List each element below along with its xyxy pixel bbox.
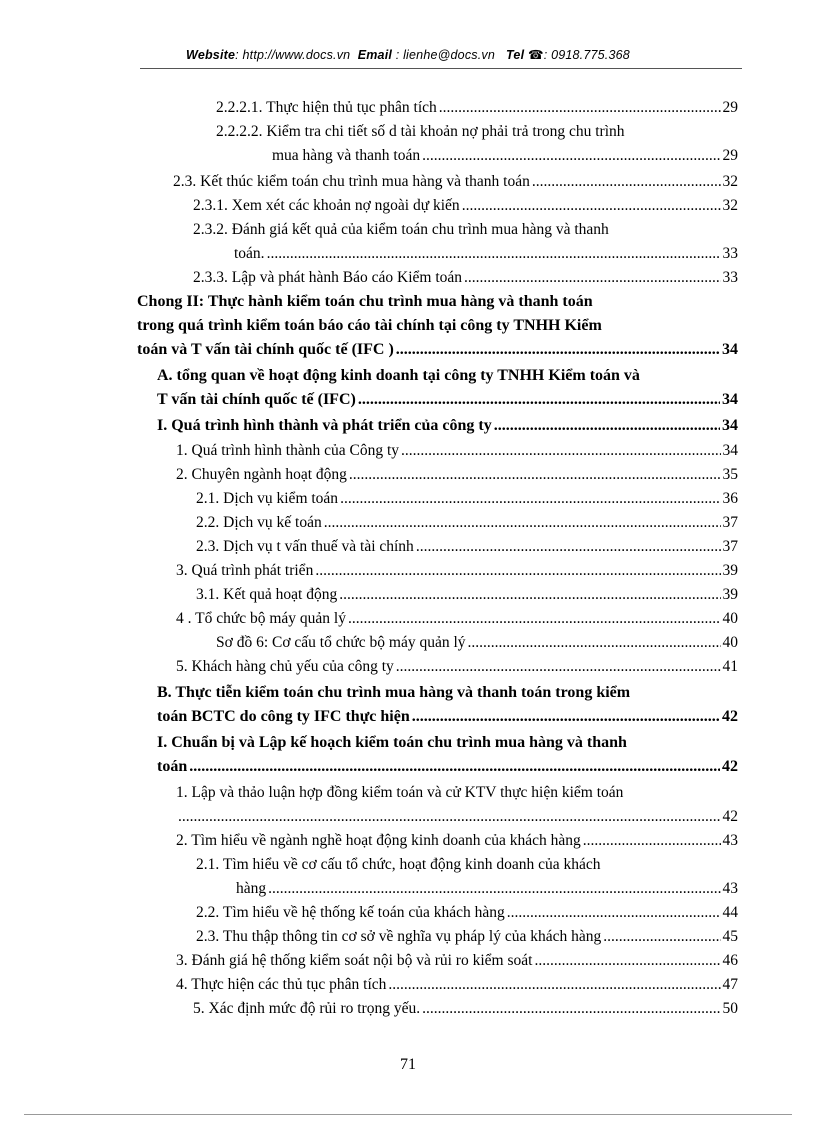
toc-page: 41: [722, 658, 738, 675]
toc-page: 34: [722, 442, 738, 459]
toc-entry[interactable]: 2. Chuyên ngành hoạt động ..... 35: [176, 463, 738, 487]
toc-page: 32: [722, 173, 738, 190]
tel-value: : 0918.775.368: [543, 48, 630, 62]
toc-page: 50: [722, 1000, 738, 1017]
toc-page: 33: [722, 269, 738, 286]
toc-page: 34: [722, 391, 738, 408]
website-value[interactable]: : http://www.docs.vn: [235, 48, 351, 62]
toc-page: 33: [722, 245, 738, 262]
section-heading[interactable]: I. Quá trình hình thành và phát triển của công ty ..... 34: [157, 414, 738, 438]
toc-entry[interactable]: 2. Tìm hiểu về ngành nghề hoạt động kinh doanh của khách hàng ..... 43: [176, 829, 738, 853]
tel-label: Tel: [506, 48, 525, 62]
toc-page: 29: [722, 147, 738, 164]
section-heading[interactable]: toán BCTC do công ty IFC thực hiện ..... 42: [157, 705, 738, 729]
toc-page: 43: [722, 832, 738, 849]
section-heading-line[interactable]: B. Thực tiễn kiểm toán chu trình mua hàng và thanh toán trong kiểm: [157, 684, 631, 701]
toc-page: 37: [722, 514, 738, 531]
website-label: Website: [186, 48, 236, 62]
toc-entry[interactable]: 3. Đánh giá hệ thống kiểm soát nội bộ và rủi ro kiểm soát ..... 46: [176, 949, 738, 973]
toc-page: 29: [722, 99, 738, 116]
toc-entry[interactable]: 2.3. Thu thập thông tin cơ sở về nghĩa vụ pháp lý của khách hàng ..... 45: [196, 925, 738, 949]
toc-entry-line[interactable]: 2.3.2. Đánh giá kết quả của kiểm toán chu trình mua hàng và thanh: [193, 221, 609, 238]
toc-entry-line[interactable]: 2.2.2.2. Kiểm tra chi tiết số d tài khoản nợ phải trả trong chu trình: [216, 123, 625, 140]
toc-entry[interactable]: 4. Thực hiện các thủ tục phân tích ..... 47: [176, 973, 738, 997]
toc-page: 36: [722, 490, 738, 507]
section-heading-line[interactable]: A. tổng quan về hoạt động kinh doanh tại công ty TNHH Kiểm toán và: [157, 367, 640, 384]
toc-entry[interactable]: 2.2. Dịch vụ kế toán ..... 37: [196, 511, 738, 535]
footer-divider: [24, 1114, 792, 1115]
toc-entry[interactable]: 2.2. Tìm hiểu về hệ thống kế toán của khách hàng ..... 44: [196, 901, 738, 925]
toc-entry[interactable]: 3. Quá trình phát triển ..... 39: [176, 559, 738, 583]
phone-icon: ☎: [527, 48, 544, 62]
toc-page: 37: [722, 538, 738, 555]
toc-entry[interactable]: 4 . Tổ chức bộ máy quản lý ..... 40: [176, 607, 738, 631]
toc-page: 34: [722, 417, 738, 434]
toc-entry-line[interactable]: 2.1. Tìm hiểu về cơ cấu tổ chức, hoạt động kinh doanh của khách: [196, 856, 601, 873]
toc-page: 45: [722, 928, 738, 945]
toc-entry[interactable]: 5. Xác định mức độ rủi ro trọng yếu. ..... 50: [193, 997, 738, 1021]
toc-page: 42: [722, 758, 738, 775]
toc-entry[interactable]: 2.3.1. Xem xét các khoản nợ ngoài dự kiến ..... 32: [193, 194, 738, 218]
toc-entry[interactable]: [176, 805, 738, 829]
toc-page: 32: [722, 197, 738, 214]
toc-page: 34: [722, 341, 738, 358]
toc-entry[interactable]: 1. Quá trình hình thành của Công ty ..... 34: [176, 439, 738, 463]
email-label: Email: [357, 48, 393, 62]
toc-entry[interactable]: 2.3. Kết thúc kiểm toán chu trình mua hàng và thanh toán ..... 32: [173, 170, 738, 194]
section-heading[interactable]: toán ..... 42: [157, 755, 738, 779]
email-value[interactable]: : lienhe@docs.vn: [395, 48, 496, 62]
page-header: [0, 47, 816, 62]
toc-page: 46: [722, 952, 738, 969]
toc-entry[interactable]: toán. ..... 33: [234, 242, 738, 266]
toc-page: 42: [722, 708, 738, 725]
section-heading[interactable]: T vấn tài chính quốc tế (IFC) ..... 34: [157, 388, 738, 412]
toc-page: 44: [722, 904, 738, 921]
section-heading-line[interactable]: I. Chuẩn bị và Lập kế hoạch kiểm toán chu trình mua hàng và thanh: [157, 734, 627, 751]
toc-entry-line[interactable]: 1. Lập và thảo luận hợp đồng kiểm toán và cử KTV thực hiện kiểm toán: [176, 784, 624, 801]
toc-page: 40: [722, 610, 738, 627]
page-number: 71: [400, 1056, 416, 1073]
toc-page: 35: [722, 466, 738, 483]
toc-page: 42: [722, 808, 738, 825]
toc-page: 47: [722, 976, 738, 993]
toc-entry[interactable]: 3.1. Kết quả hoạt động ..... 39: [196, 583, 738, 607]
toc-entry[interactable]: 2.3.3. Lập và phát hành Báo cáo Kiểm toán ..... 33: [193, 266, 738, 290]
toc-entry[interactable]: Sơ đồ 6: Cơ cấu tổ chức bộ máy quản lý ..... 40: [216, 631, 738, 655]
toc-page: 39: [722, 562, 738, 579]
toc-page: 39: [722, 586, 738, 603]
table-of-contents: [0, 96, 816, 1036]
header-divider: [140, 68, 742, 69]
toc-entry[interactable]: mua hàng và thanh toán ..... 29: [272, 144, 738, 168]
toc-entry[interactable]: 2.3. Dịch vụ t vấn thuế và tài chính ..... 37: [196, 535, 738, 559]
chapter-heading[interactable]: toán và T vấn tài chính quốc tế (IFC ) ..... 34: [137, 338, 738, 362]
toc-entry[interactable]: hàng ..... 43: [236, 877, 738, 901]
toc-entry[interactable]: 2.2.2.1. Thực hiện thủ tục phân tích ..... 29: [216, 96, 738, 120]
toc-page: 43: [722, 880, 738, 897]
toc-page: 40: [722, 634, 738, 651]
toc-entry[interactable]: 5. Khách hàng chủ yếu của công ty ..... 41: [176, 655, 738, 679]
chapter-heading-line[interactable]: Chong II: Thực hành kiểm toán chu trình mua hàng và thanh toán: [137, 293, 593, 310]
chapter-heading-line[interactable]: trong quá trình kiểm toán báo cáo tài chính tại công ty TNHH Kiểm: [137, 317, 602, 334]
toc-entry[interactable]: 2.1. Dịch vụ kiểm toán ..... 36: [196, 487, 738, 511]
